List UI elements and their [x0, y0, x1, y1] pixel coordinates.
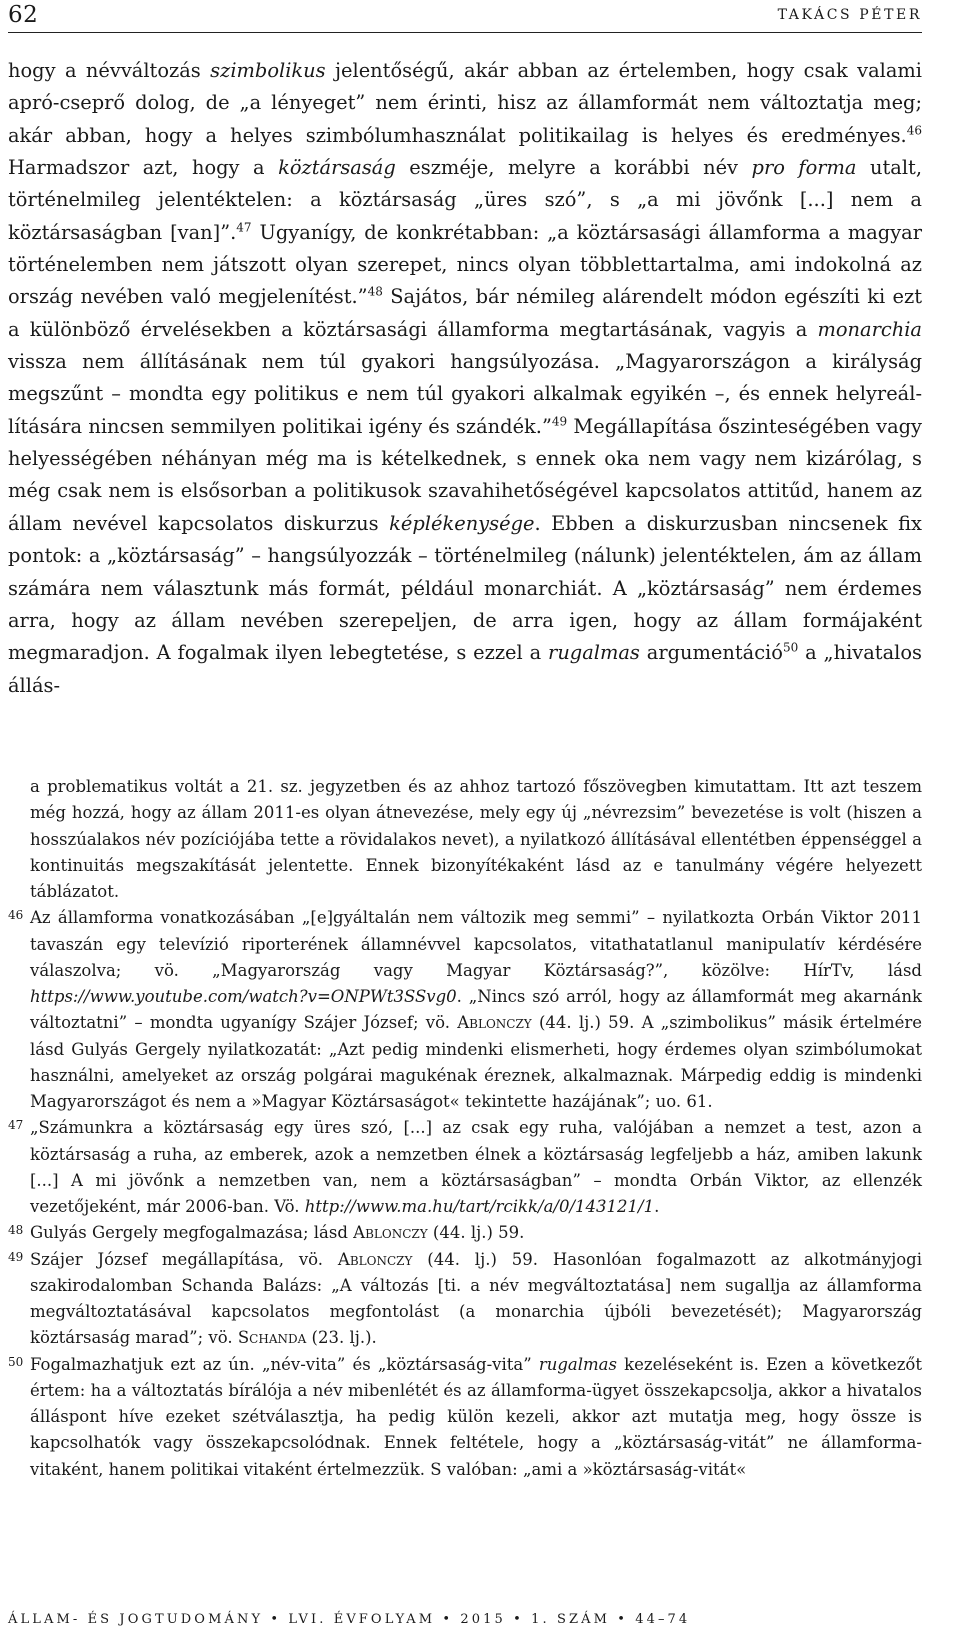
page-header — [8, 0, 922, 33]
author-name: Schanda — [237, 1328, 307, 1348]
footnote-number: 47 — [8, 1118, 24, 1133]
footnote-ref-50[interactable]: 50 — [782, 640, 799, 655]
footnote-text: Fogalmazhatjuk ezt az ún. „név-vita” és „köztársaság-vita” — [30, 1354, 539, 1374]
footnote-text: (44. lj.) 59. A „szimbolikus” másik értelmére lásd Gulyás Gergely nyilatkozatát: „Azt pedig mindenki elismerheti, hogy érdemes olyan szimbólumokat használni, amelyeket az ország polgárai magukénak éreznek, alkalmaznak. Márpedig eddig is mindenki Magyarországot és nem a »Magyar Köztársaságot« tekintette hazájának”; uo. 61. — [30, 1013, 923, 1111]
footnote-text: „Számunkra a köztársaság egy üres szó, [...] az csak egy ruha, valójában a nemzet a test, azon a köztársaság a ruha, az emberek, azok a nemzetben élnek a köztársaság legfeljebb a ház, amiben lakunk [...] A mi jövőnk a nemzetben van, nem a köztársaságban” – mondta Orbán Viktor, az ellenzék vezetőjeként, már 2006-ban. Vö. — [30, 1118, 922, 1216]
footnote-continued — [8, 774, 922, 905]
journal-page — [8, 0, 922, 1639]
footnote-text: (44. lj.) 59. Hasonlóan fogalmazott az alkotmányjogi szakirodalomban Schanda Balázs: „A változás [ti. a név megváltoztatása] nem sugallja az államforma megváltoztatásával kapcsolatos megfontolást (a monarchia újbóli bevezetését); Magyarország köztársaság marad”; vö. — [30, 1249, 922, 1348]
footnote-text: Az államforma vonatkozásában „[e]gyáltalán nem változik meg semmi” – nyilatkozta Orbán Viktor 2011 tavaszán egy televízió riporterének államnévvel kapcsolatos, vitathatatlanul manipulatív kérdésére válaszolva; vö. „Magyarország vagy Magyar Köztársaság?”, közölve: HírTv, lásd — [30, 908, 922, 980]
footnote-link[interactable]: http://www.ma.hu/tart/rcikk/a/0/143121/1 — [304, 1197, 655, 1216]
body-paragraph — [8, 55, 922, 702]
footnote-47 — [8, 1115, 922, 1220]
emphasis: köztársaság — [278, 156, 396, 180]
footnote-text: Szájer József megállapítása, vö. — [30, 1249, 338, 1269]
emphasis: szimbolikus — [210, 59, 326, 82]
running-head-author: TAKÁCS PÉTER — [777, 7, 922, 23]
footnote-text: a problematikus voltát a 21. sz. jegyzetben és az ahhoz tartozó főszövegben kimutattam. Itt azt teszem még hozzá, hogy az állam 2011-es olyan átnevezése, mely egy új „névrezsim” bevezetése is volt (hiszen a hosszúalakos név pozíciójába tette a rövidalakos nevet), a nyilatkozó állításával ellentétben éppenséggel a kontinuitás megszakítását jelentette. Ennek bizonyítékaként lásd az e tanulmány végére helyezett táblázatot. — [30, 777, 922, 901]
emphasis: rugalmas — [538, 1354, 617, 1374]
footnote-46 — [8, 905, 922, 1115]
footnote-48 — [8, 1220, 922, 1246]
footnote-number: 46 — [8, 908, 24, 923]
author-name: Ablonczy — [353, 1223, 428, 1243]
body-text: utalt, történelmileg jelentéktelen: a köztársaság „üres szó”, s „a mi jövőnk [...] nem a köztársaságban [van]”. — [8, 156, 922, 244]
page-number: 62 — [8, 2, 39, 28]
footnote-text: Gulyás Gergely megfogalmazása; lásd — [30, 1223, 354, 1243]
footnote-ref-46[interactable]: 46 — [906, 123, 922, 138]
footnote-text: (23. lj.). — [306, 1328, 377, 1348]
footnote-text: kezeléseként is. Ezen a következőt értem: ha a változtatás bírálója a név mibenlétét és az államforma-ügyet összekapcsolja, akkor a hivatalos álláspont híve ezeket szétválasztja, ha pedig külön kezeli, akkor azt mutatja meg, hogy össze is kapcsolhatók vagy összekapcsolódnak. Ennek feltétele, hogy a „köztársaság-vitát” ne államforma-vitaként, hanem politikai vitaként értelmezzük. S valóban: „ami a »köztársaság-vitát« — [30, 1354, 922, 1479]
footnote-ref-47[interactable]: 47 — [236, 220, 252, 235]
footnote-ref-49[interactable]: 49 — [551, 414, 568, 429]
emphasis: képlékenysége — [389, 511, 535, 535]
body-text: argumentáció — [639, 641, 783, 665]
footnotes-section — [8, 774, 922, 1483]
footnote-text: . „Nincs szó arról, hogy az államformát meg akarnánk változtatni” – mondta ugyanígy Szájer József; vö. — [30, 987, 922, 1033]
emphasis: monarchia — [817, 317, 922, 341]
footnote-text: . — [654, 1197, 660, 1216]
author-name: Ablonczy — [457, 1013, 532, 1033]
author-name: Ablonczy — [337, 1249, 413, 1269]
footnote-number: 50 — [8, 1354, 24, 1369]
body-text: Ugyanígy, de konkrétabban: „a köztársasági államforma a magyar történelemben nem játszott olyan szerepet, nincs olyan többlettartalma, ami indokolná az ország nevében való megjelenítést.” — [8, 220, 922, 309]
body-text: Harmadszor azt, hogy a — [8, 156, 279, 180]
page-footer: ÁLLAM- ÉS JOGTUDOMÁNY • LVI. ÉVFOLYAM • 2015 • 1. SZÁM • 44–74 — [8, 1612, 691, 1627]
footnote-number: 49 — [8, 1249, 24, 1264]
footnote-ref-48[interactable]: 48 — [367, 284, 383, 299]
footnote-50 — [8, 1352, 922, 1483]
emphasis: pro forma — [751, 156, 857, 180]
body-text: Sajátos, bár némileg alárendelt módon egészíti ki ezt a különböző érvelésekben a köztársasági államforma megtartásának, vagyis a — [8, 285, 922, 341]
body-text: jelentőségű, akár abban az értelemben, hogy csak valami apró-cseprő dolog, de „a lényeget” nem érinti, hisz az államformát nem változtatja meg; akár abban, hogy a helyes szimbólumhasználat politikailag is helyes és eredményes. — [8, 59, 922, 147]
body-text: Megállapítása őszinteségében vagy helyességében néhányan még ma is kételkednek, s ennek oka nem vagy nem kizárólag, s még csak nem is elsősorban a politikusok szavahihetőségével kapcsolatos attitűd, hanem az állam nevével kapcsolatos diskurzus — [8, 414, 922, 535]
body-text: vissza nem állításának nem túl gyakori hangsúlyozása. „Magyarországon a királyság megszűnt – mondta egy politikus e nem túl gyakori alkalmak egyikén –, és ennek helyreállítására nincsen semmilyen politikai igény és szándék.” — [8, 350, 922, 438]
footnote-text: (44. lj.) 59. — [427, 1223, 525, 1243]
body-text: a „hivatalos állás- — [8, 641, 922, 697]
footnote-number: 48 — [8, 1223, 24, 1238]
body-text: hogy a névváltozás — [8, 59, 211, 82]
footnote-49 — [8, 1247, 922, 1352]
footnote-link[interactable]: https://www.youtube.com/watch?v=ONPWt3SSvg0 — [30, 987, 457, 1006]
body-text: . Ebben a diskurzusban nincsenek fix pontok: a „köztársaság” – hangsúlyozzák – történelmileg (nálunk) jelentéktelen, ám az állam számára nem választunk más formát, például monarchiát. A „köztársaság” nem érdemes arra, hogy az állam nevében szerepeljen, de arra igen, hogy az állam formájaként megmaradjon. A fogalmak ilyen lebegtetése, s ezzel a — [8, 511, 922, 665]
body-text: eszméje, melyre a korábbi név — [395, 156, 752, 180]
emphasis: rugalmas — [548, 641, 640, 665]
